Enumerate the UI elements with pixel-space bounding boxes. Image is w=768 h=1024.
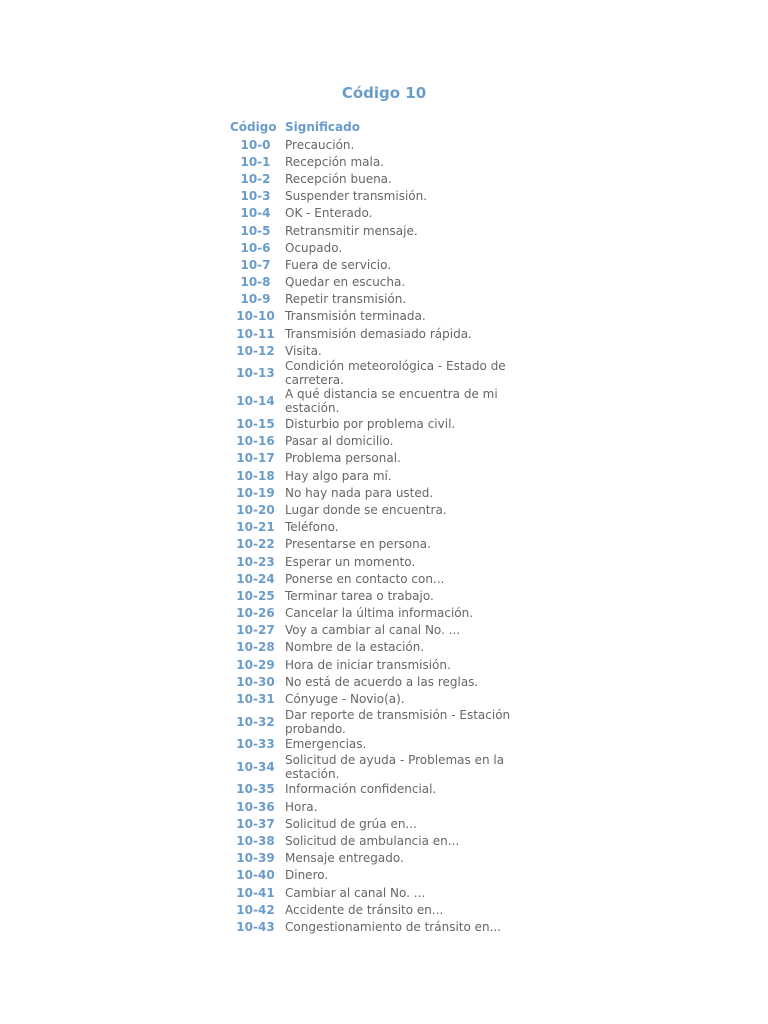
row-meaning: No está de acuerdo a las reglas. xyxy=(285,674,479,689)
row-meaning: Congestionamiento de tránsito en... xyxy=(285,919,502,934)
row-meaning: Hora. xyxy=(285,799,318,814)
table-row xyxy=(228,467,539,484)
row-code: 10-21 xyxy=(236,520,275,535)
table-row xyxy=(228,832,539,849)
table-row xyxy=(228,387,539,415)
table-header-row xyxy=(228,119,539,136)
table-row xyxy=(228,239,539,256)
row-meaning: Cambiar al canal No. ... xyxy=(285,885,426,900)
row-meaning: Solicitud de ambulancia en... xyxy=(285,833,460,848)
table-row xyxy=(228,136,539,153)
table-row xyxy=(228,867,539,884)
row-code: 10-23 xyxy=(236,554,275,569)
row-meaning: Recepción mala. xyxy=(285,154,385,169)
table-row xyxy=(228,850,539,867)
table-row xyxy=(228,753,539,781)
table-row xyxy=(228,639,539,656)
row-code: 10-4 xyxy=(240,206,271,221)
table-row xyxy=(228,587,539,604)
row-code: 10-40 xyxy=(236,868,275,883)
row-meaning: Cónyuge - Novio(a). xyxy=(285,692,405,707)
row-code: 10-34 xyxy=(236,759,275,774)
row-meaning: Retransmitir mensaje. xyxy=(285,223,418,238)
table-row xyxy=(228,736,539,753)
table-row xyxy=(228,291,539,308)
table-row xyxy=(228,433,539,450)
table-row xyxy=(228,188,539,205)
table-row xyxy=(228,274,539,291)
table-row xyxy=(228,815,539,832)
row-code: 10-26 xyxy=(236,606,275,621)
row-code: 10-13 xyxy=(236,366,275,381)
row-code: 10-39 xyxy=(236,851,275,866)
row-code: 10-7 xyxy=(240,257,271,272)
row-code: 10-37 xyxy=(236,816,275,831)
row-meaning: Esperar un momento. xyxy=(285,554,416,569)
row-meaning: Hora de iniciar transmisión. xyxy=(285,657,451,672)
row-meaning: Ponerse en contacto con... xyxy=(285,571,445,586)
table-row xyxy=(228,673,539,690)
row-meaning: Disturbio por problema civil. xyxy=(285,417,456,432)
row-meaning: Ocupado. xyxy=(285,240,343,255)
row-meaning: Voy a cambiar al canal No. ... xyxy=(285,623,461,638)
row-code: 10-20 xyxy=(236,502,275,517)
row-meaning: A qué distancia se encuentra de mi estación. xyxy=(285,387,498,416)
table-row xyxy=(228,170,539,187)
row-meaning: Quedar en escucha. xyxy=(285,275,406,290)
table-row xyxy=(228,656,539,673)
row-code: 10-5 xyxy=(240,223,271,238)
row-meaning: Teléfono. xyxy=(285,520,339,535)
row-code: 10-38 xyxy=(236,833,275,848)
row-meaning: No hay nada para usted. xyxy=(285,485,434,500)
row-code: 10-1 xyxy=(240,154,271,169)
row-meaning: Información confidencial. xyxy=(285,782,437,797)
row-code: 10-32 xyxy=(236,714,275,729)
row-code: 10-8 xyxy=(240,275,271,290)
table-row xyxy=(228,798,539,815)
row-code: 10-16 xyxy=(236,434,275,449)
row-code: 10-33 xyxy=(236,737,275,752)
row-meaning: Repetir transmisión. xyxy=(285,292,407,307)
row-meaning: Cancelar la última información. xyxy=(285,606,474,621)
row-code: 10-35 xyxy=(236,782,275,797)
row-meaning: Solicitud de grúa en... xyxy=(285,816,417,831)
row-code: 10-30 xyxy=(236,674,275,689)
row-code: 10-9 xyxy=(240,292,271,307)
row-code: 10-29 xyxy=(236,657,275,672)
table-row xyxy=(228,570,539,587)
table-row xyxy=(228,484,539,501)
row-code: 10-6 xyxy=(240,240,271,255)
table-row xyxy=(228,918,539,935)
row-meaning: Accidente de tránsito en... xyxy=(285,902,444,917)
row-code: 10-10 xyxy=(236,309,275,324)
table-row xyxy=(228,325,539,342)
row-meaning: OK - Enterado. xyxy=(285,206,373,221)
row-code: 10-17 xyxy=(236,451,275,466)
row-meaning: Fuera de servicio. xyxy=(285,257,392,272)
table-row xyxy=(228,605,539,622)
row-meaning: Nombre de la estación. xyxy=(285,640,425,655)
table-row xyxy=(228,536,539,553)
row-code: 10-0 xyxy=(240,137,271,152)
row-code: 10-28 xyxy=(236,640,275,655)
row-code: 10-42 xyxy=(236,902,275,917)
row-code: 10-12 xyxy=(236,343,275,358)
row-meaning: Pasar al domicilio. xyxy=(285,434,394,449)
table-row xyxy=(228,501,539,518)
row-meaning: Transmisión demasiado rápida. xyxy=(285,326,472,341)
row-meaning: Transmisión terminada. xyxy=(285,309,426,324)
row-code: 10-18 xyxy=(236,468,275,483)
row-code: 10-43 xyxy=(236,919,275,934)
row-meaning: Hay algo para mí. xyxy=(285,468,392,483)
table-row xyxy=(228,205,539,222)
header-meaning: Significado xyxy=(285,120,360,134)
codes-table xyxy=(228,119,539,936)
table-row xyxy=(228,450,539,467)
table-row xyxy=(228,622,539,639)
row-code: 10-31 xyxy=(236,692,275,707)
table-row xyxy=(228,342,539,359)
table-row xyxy=(228,901,539,918)
row-code: 10-11 xyxy=(236,326,275,341)
row-meaning: Problema personal. xyxy=(285,451,401,466)
table-row xyxy=(228,153,539,170)
row-meaning: Visita. xyxy=(285,343,322,358)
row-code: 10-15 xyxy=(236,417,275,432)
row-code: 10-19 xyxy=(236,485,275,500)
row-meaning: Mensaje entregado. xyxy=(285,851,404,866)
row-code: 10-2 xyxy=(240,171,271,186)
row-meaning: Dinero. xyxy=(285,868,329,883)
row-meaning: Presentarse en persona. xyxy=(285,537,431,552)
row-code: 10-41 xyxy=(236,885,275,900)
row-meaning: Dar reporte de transmisión - Estación probando. xyxy=(285,707,511,736)
row-code: 10-14 xyxy=(236,394,275,409)
row-code: 10-22 xyxy=(236,537,275,552)
table-row xyxy=(228,690,539,707)
row-meaning: Terminar tarea o trabajo. xyxy=(285,588,434,603)
row-meaning: Condición meteorológica - Estado de carretera. xyxy=(285,359,506,388)
row-meaning: Recepción buena. xyxy=(285,171,392,186)
table-row xyxy=(228,308,539,325)
table-row xyxy=(228,359,539,387)
table-row xyxy=(228,415,539,432)
row-meaning: Precaución. xyxy=(285,137,355,152)
row-code: 10-24 xyxy=(236,571,275,586)
row-meaning: Suspender transmisión. xyxy=(285,189,428,204)
header-code: Código xyxy=(230,120,277,134)
table-row xyxy=(228,708,539,736)
table-row xyxy=(228,553,539,570)
page-title: Código 10 xyxy=(341,84,427,102)
row-code: 10-27 xyxy=(236,623,275,638)
row-code: 10-25 xyxy=(236,588,275,603)
table-row xyxy=(228,222,539,239)
row-code: 10-36 xyxy=(236,799,275,814)
row-meaning: Emergencias. xyxy=(285,737,367,752)
row-code: 10-3 xyxy=(240,189,271,204)
table-row xyxy=(228,781,539,798)
table-row xyxy=(228,256,539,273)
row-meaning: Lugar donde se encuentra. xyxy=(285,502,447,517)
row-meaning: Solicitud de ayuda - Problemas en la estación. xyxy=(285,752,505,781)
table-row xyxy=(228,519,539,536)
table-row xyxy=(228,884,539,901)
